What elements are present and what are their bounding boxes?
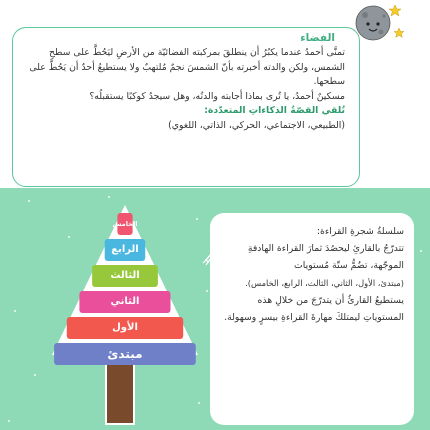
story-intelligences-list: (الطبيعي، الاجتماعي، الحركي، الذاتي، اللغوي) [168,119,345,131]
story-title: الفضاء [300,32,335,44]
story-card [12,27,360,187]
story-paragraph-2: مسكينٌ أحمدُ، يا تُرى بماذا أجابته والدتُه، وهل سيجدُ كوكبًا يستقبلُه؟ [89,90,345,102]
series-info-card [210,213,414,425]
reading-tree-pyramid [52,205,198,425]
series-info-text [216,223,404,326]
pyramid-level-label: الأول [112,322,138,333]
pyramid-level-label: الرابع [111,244,139,255]
story-intelligences-heading: تُلقي القصّةُ الذكاءاتِ المتعدّدة: [204,105,345,117]
pyramid-level-label: الخامس [112,220,138,228]
pyramid-level-label: الثالث [110,270,140,281]
series-heading: سلسلةُ شجرةِ القراءة: [316,226,404,237]
story-paragraph-1: تمنَّى أحمدُ عندما يكبُرُ أن ينطلقَ بمركبته الفضائيّة من الأرضِ ليَحُطَّ على سطحِ الشمس، ولكن والدته أخبرته بأنّ الشمسَ نجمٌ مُلتهبٌ ولا يستطيعُ أحدٌ أن يَحُطَّ على سطحها. [29,47,345,88]
series-paragraph-2: يستطيعُ القارئُ أن يتدرّجَ من خلالِ هذه المستوياتِ ليمتلكَ مهارةَ القراءةِ بيسرٍ وسهولة. [224,294,404,324]
tree-trunk [105,355,135,425]
series-levels-list: (مبتدئ، الأول، الثاني، الثالث، الرابع، الخامس). [245,277,404,288]
pyramid-level-label: مبتدئ [107,347,143,361]
series-paragraph-1: تتدرّجُ بالقارئِ ليحصُدَ ثمارَ القراءة الهادفةِ الموجّهة، تضُمُّ ستّة مُستويات [247,243,404,272]
story-text [25,46,345,134]
pyramid-level-label: الثاني [110,296,140,307]
